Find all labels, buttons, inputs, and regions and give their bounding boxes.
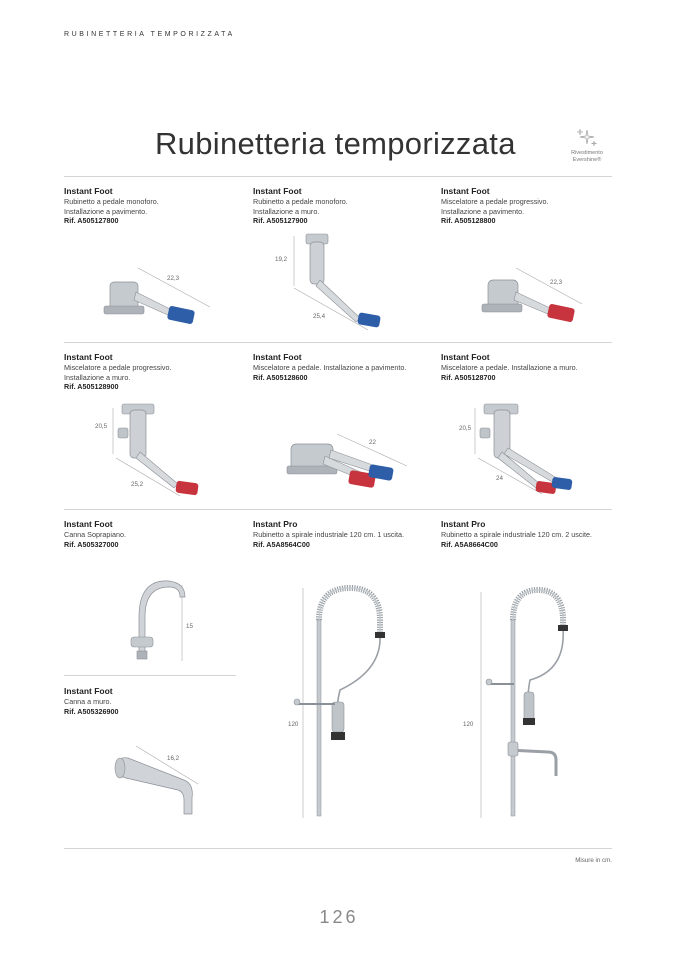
product-card bbox=[441, 186, 621, 226]
product-name: Instant Foot bbox=[441, 352, 490, 362]
product-name: Instant Pro bbox=[441, 519, 486, 529]
dimension-label: 22,3 bbox=[167, 275, 180, 282]
product-description: Miscelatore a pedale. Installazione a pavimento. bbox=[253, 363, 407, 372]
product-description: Miscelatore a pedale. Installazione a muro. bbox=[441, 363, 578, 372]
product-description: Installazione a muro. bbox=[64, 372, 131, 382]
product-card bbox=[253, 186, 433, 226]
wall-pedal-mixer-image bbox=[110, 400, 210, 500]
dimension-label: 15 bbox=[186, 623, 193, 630]
product-description: Rubinetto a spirale industriale 120 cm. 2 uscite. bbox=[441, 530, 593, 539]
product-description: Rubinetto a spirale industriale 120 cm. 1 uscita. bbox=[253, 530, 405, 539]
dimension-label: 22 bbox=[369, 439, 376, 446]
product-name: Instant Foot bbox=[253, 352, 302, 362]
product-description: Canna a muro. bbox=[64, 697, 112, 706]
measurement-note: Misure in cm. bbox=[575, 857, 612, 864]
product-name: Instant Pro bbox=[253, 519, 298, 529]
product-description: Miscelatore a pedale progressivo. bbox=[441, 197, 549, 206]
product-description: Installazione a muro. bbox=[253, 206, 320, 216]
pre-rinse-spiral-tap-image bbox=[290, 580, 400, 820]
product-ref: Rif. A5A8664C00 bbox=[441, 539, 498, 549]
page-number: 126 bbox=[319, 907, 359, 927]
dimension-label: 120 bbox=[463, 721, 474, 728]
product-ref: Rif. A505127800 bbox=[64, 216, 119, 225]
evershine-badge bbox=[566, 128, 608, 164]
product-ref: Rif. A5A8564C00 bbox=[253, 539, 310, 549]
wall-pedal-tap-image bbox=[290, 230, 390, 335]
badge-line-1: Rivestimento bbox=[571, 150, 603, 156]
product-ref: Rif. A505327000 bbox=[64, 539, 119, 549]
product-card bbox=[441, 519, 621, 549]
product-name: Instant Foot bbox=[64, 686, 113, 696]
dimension-label: 25,4 bbox=[313, 313, 326, 320]
divider bbox=[64, 509, 612, 510]
wall-spout-image bbox=[112, 742, 207, 822]
page-title: Rubinetteria temporizzata bbox=[155, 126, 516, 161]
product-card bbox=[253, 519, 433, 549]
product-ref: Rif. A505128700 bbox=[441, 372, 496, 382]
divider bbox=[64, 176, 612, 177]
product-ref: Rif. A505128600 bbox=[253, 372, 308, 382]
product-card bbox=[64, 186, 244, 226]
product-description: Rubinetto a pedale monoforo. bbox=[64, 197, 159, 206]
product-card bbox=[441, 352, 621, 382]
product-description: Canna Soprapiano. bbox=[64, 530, 126, 539]
product-name: Instant Foot bbox=[64, 186, 113, 196]
product-ref: Rif. A505127900 bbox=[253, 216, 308, 225]
dimension-label: 19,2 bbox=[275, 256, 288, 263]
dimension-label: 24 bbox=[496, 475, 503, 482]
dimension-label: 16,2 bbox=[167, 755, 180, 762]
pre-rinse-spiral-tap-two-outlets-image bbox=[478, 580, 568, 820]
product-card bbox=[64, 519, 244, 549]
product-name: Instant Foot bbox=[64, 519, 113, 529]
badge-line-2: Evershine® bbox=[572, 157, 602, 163]
product-description: Rubinetto a pedale monoforo. bbox=[253, 197, 348, 206]
product-description: Installazione a pavimento. bbox=[441, 206, 525, 216]
product-name: Instant Foot bbox=[64, 352, 113, 362]
divider bbox=[64, 342, 612, 343]
product-ref: Rif. A505128800 bbox=[441, 216, 496, 225]
dimension-label: 20,5 bbox=[459, 425, 472, 432]
product-card bbox=[64, 686, 244, 716]
product-card bbox=[64, 352, 244, 392]
floor-pedal-tap-image bbox=[100, 262, 220, 337]
floor-pedal-mixer-image bbox=[478, 262, 588, 332]
dimension-label: 25,2 bbox=[131, 481, 144, 488]
product-name: Instant Foot bbox=[253, 186, 302, 196]
product-description: Installazione a pavimento. bbox=[64, 206, 148, 216]
dimension-label: 22,3 bbox=[550, 279, 563, 286]
deck-spout-image bbox=[125, 575, 195, 665]
divider bbox=[64, 848, 612, 849]
sparkle-icon bbox=[576, 128, 598, 148]
product-ref: Rif. A505326900 bbox=[64, 706, 119, 716]
running-head: RUBINETTERIA TEMPORIZZATA bbox=[64, 31, 235, 38]
floor-double-pedal-mixer-image bbox=[285, 430, 415, 500]
divider bbox=[64, 675, 236, 676]
product-ref: Rif. A505128900 bbox=[64, 382, 119, 391]
product-description: Miscelatore a pedale progressivo. bbox=[64, 363, 172, 372]
product-name: Instant Foot bbox=[441, 186, 490, 196]
wall-double-pedal-mixer-image bbox=[472, 400, 577, 500]
dimension-label: 20,5 bbox=[95, 423, 108, 430]
product-card bbox=[253, 352, 433, 382]
dimension-label: 120 bbox=[288, 721, 299, 728]
